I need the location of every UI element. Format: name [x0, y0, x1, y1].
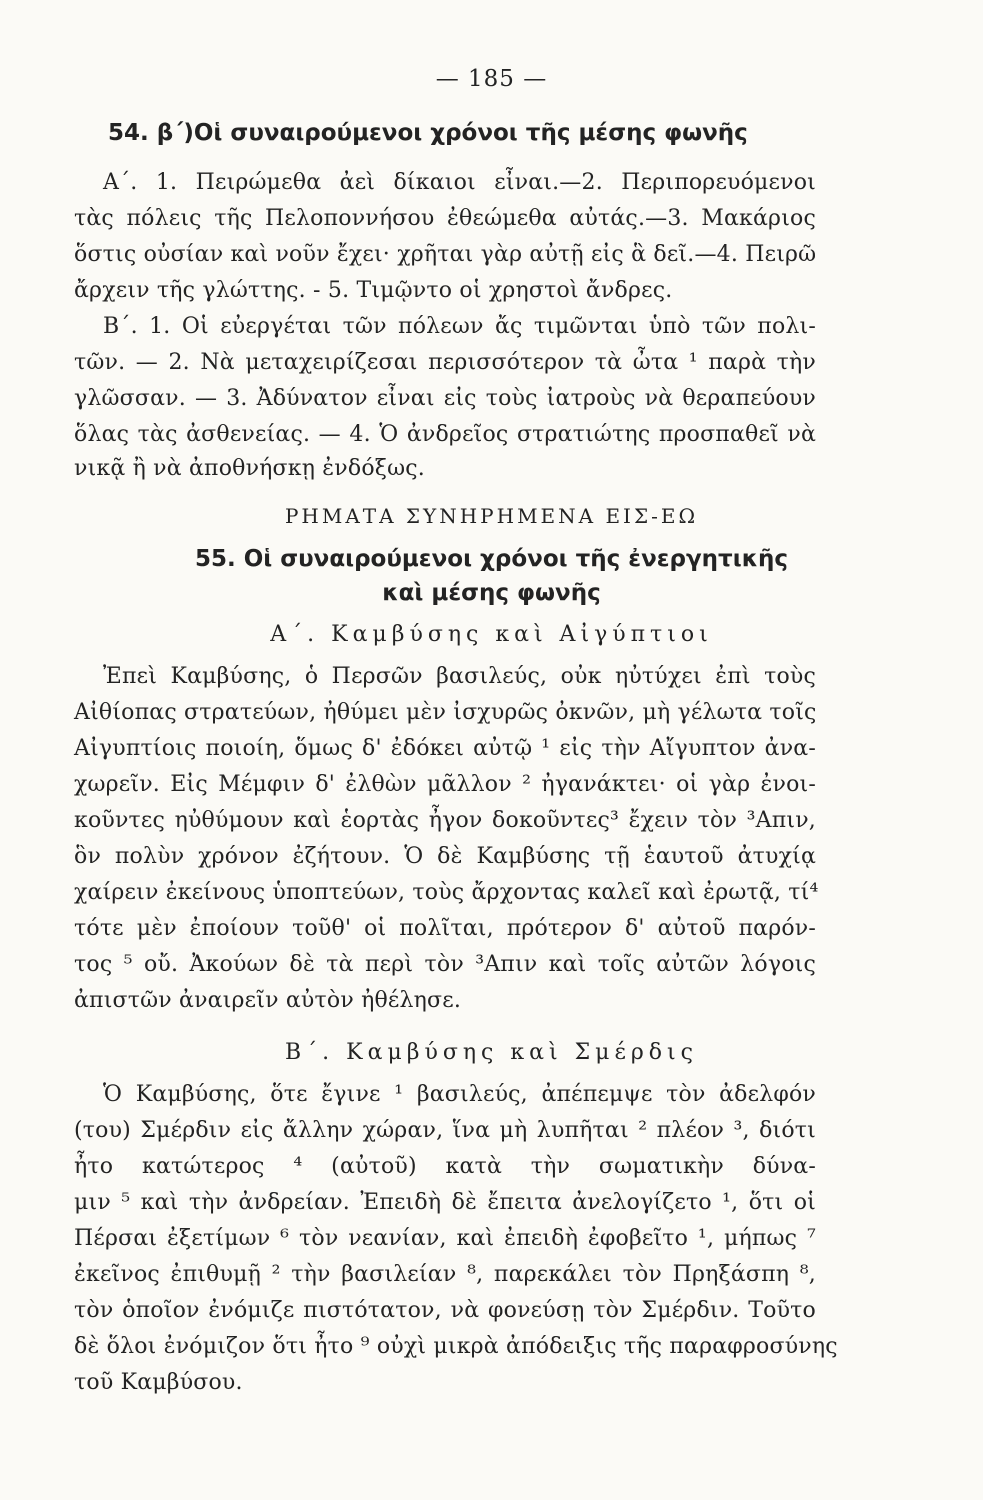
- story-b-line: ἐκεῖνος ἐπιθυμῇ ² τὴν βασιλείαν ⁸, παρεκάλει τὸν Πρηξάσπη ⁸,: [74, 1262, 816, 1287]
- story-a-line: ὃν πολὺν χρόνον ἐζήτουν. Ὁ δὲ Καμβύσης τῇ ἑαυτοῦ ἀτυχίᾳ: [74, 844, 816, 869]
- section-54-line: ὅστις οὐσίαν καὶ νοῦν ἔχει· χρῆται γὰρ αὐτῇ εἰς ἃ δεῖ.—4. Πειρῶ: [74, 242, 817, 267]
- story-a-title: Α΄. Καμβύσης καὶ Αἰγύπτιοι: [270, 622, 713, 647]
- story-a-line: τος ⁵ οὔ. Ἀκούων δὲ τὰ περὶ τὸν ³Απιν καὶ τοῖς αὐτῶν λόγοις: [74, 952, 816, 977]
- story-a-line: κοῦντες ηὐθύμουν καὶ ἑορτὰς ἦγον δοκοῦντες³ ἔχειν τὸν ³Απιν,: [74, 808, 816, 833]
- story-b-line: Ὁ Καμβύσης, ὅτε ἔγινε ¹ βασιλεύς, ἀπέπεμψε τὸν ἀδελφόν: [103, 1082, 816, 1107]
- section-54-line: Β΄. 1. Οἱ εὐεργέται τῶν πόλεων ἄς τιμῶνται ὑπὸ τῶν πολι-: [103, 314, 816, 339]
- story-a-line: ἀπιστῶν ἀναιρεῖν αὐτὸν ἠθέλησε.: [74, 988, 462, 1013]
- section-55-heading-continued: καὶ μέσης φωνῆς: [382, 580, 601, 606]
- story-b-line: μιν ⁵ καὶ τὴν ἀνδρείαν. Ἐπειδὴ δὲ ἔπειτα ἀνελογίζετο ¹, ὅτι οἱ: [74, 1190, 816, 1215]
- story-b-line: τοῦ Καμβύσου.: [74, 1370, 243, 1395]
- story-b-line: (του) Σμέρδιν εἰς ἄλλην χώραν, ἵνα μὴ λυπῆται ² πλέον ³, διότι: [74, 1118, 816, 1143]
- story-a-line: Αἰγυπτίοις ποιοίη, ὅμως δ' ἐδόκει αὐτῷ ¹ εἰς τὴν Αἴγυπτον ἀνα-: [74, 736, 816, 761]
- section-55-heading: 55. Οἱ συναιρούμενοι χρόνοι τῆς ἐνεργητικῆς: [194, 546, 789, 572]
- story-a-line: τότε μὲν ἐποίουν τοῦθ' οἱ πολῖται, πρότερον δ' αὐτοῦ παρόν-: [74, 916, 816, 941]
- section-54-heading: 54. β΄)Οἱ συναιρούμενοι χρόνοι τῆς μέσης φωνῆς: [108, 120, 748, 146]
- story-a-line: χωρεῖν. Εἰς Μέμφιν δ' ἐλθὼν μᾶλλον ² ἠγανάκτει· οἱ γὰρ ἐνοι-: [74, 772, 816, 797]
- page-number: — 185 —: [435, 66, 548, 92]
- story-b-line: Πέρσαι ἐξετίμων ⁶ τὸν νεανίαν, καὶ ἐπειδὴ ἐφοβεῖτο ¹, μήπως ⁷: [74, 1226, 816, 1251]
- section-54-line: γλῶσσαν. — 3. Ἀδύνατον εἶναι εἰς τοὺς ἰατροὺς νὰ θεραπεύουν: [74, 386, 816, 411]
- section-54-line: νικᾷ ἢ νὰ ἀποθνήσκῃ ἐνδόξως.: [74, 456, 425, 481]
- verbs-category-title: ΡΗΜΑΤΑ ΣΥΝΗΡΗΜΕΝΑ ΕΙΣ-ΕΩ: [284, 504, 699, 528]
- story-a-line: χαίρειν ἐκείνους ὑποπτεύων, τοὺς ἄρχοντας καλεῖ καὶ ἐρωτᾷ, τί⁴: [74, 880, 819, 905]
- story-b-title: Β΄. Καμβύσης καὶ Σμέρδις: [285, 1040, 698, 1065]
- story-b-line: ἦτο κατώτερος ⁴ (αὐτοῦ) κατὰ τὴν σωματικὴν δύνα-: [74, 1154, 816, 1179]
- story-a-line: Ἐπεὶ Καμβύσης, ὁ Περσῶν βασιλεύς, οὐκ ηὐτύχει ἐπὶ τοὺς: [103, 664, 816, 689]
- story-a-line: Αἰθίοπας στρατεύων, ἠθύμει μὲν ἰσχυρῶς ὀκνῶν, μὴ γέλωτα τοῖς: [74, 700, 817, 725]
- story-b-line: δὲ ὅλοι ἐνόμιζον ὅτι ἦτο ⁹ οὐχὶ μικρὰ ἀπόδειξις τῆς παραφροσύνης: [74, 1334, 838, 1359]
- section-54-line: τῶν. — 2. Νὰ μεταχειρίζεσαι περισσότερον τὰ ὦτα ¹ παρὰ τὴν: [74, 350, 816, 375]
- story-b-line: τὸν ὁποῖον ἐνόμιζε πιστότατον, νὰ φονεύσῃ τὸν Σμέρδιν. Τοῦτο: [74, 1298, 816, 1323]
- section-54-line: Α΄. 1. Πειρώμεθα ἀεὶ δίκαιοι εἶναι.—2. Περιπορευόμενοι: [103, 170, 816, 195]
- section-54-line: ἄρχειν τῆς γλώττης. - 5. Τιμῷντο οἱ χρηστοὶ ἄνδρες.: [74, 278, 673, 303]
- section-54-line: ὅλας τὰς ἀσθενείας. — 4. Ὁ ἀνδρεῖος στρατιώτης προσπαθεῖ νὰ: [74, 422, 816, 447]
- section-54-line: τὰς πόλεις τῆς Πελοποννήσου ἐθεώμεθα αὐτάς.—3. Μακάριος: [74, 206, 816, 231]
